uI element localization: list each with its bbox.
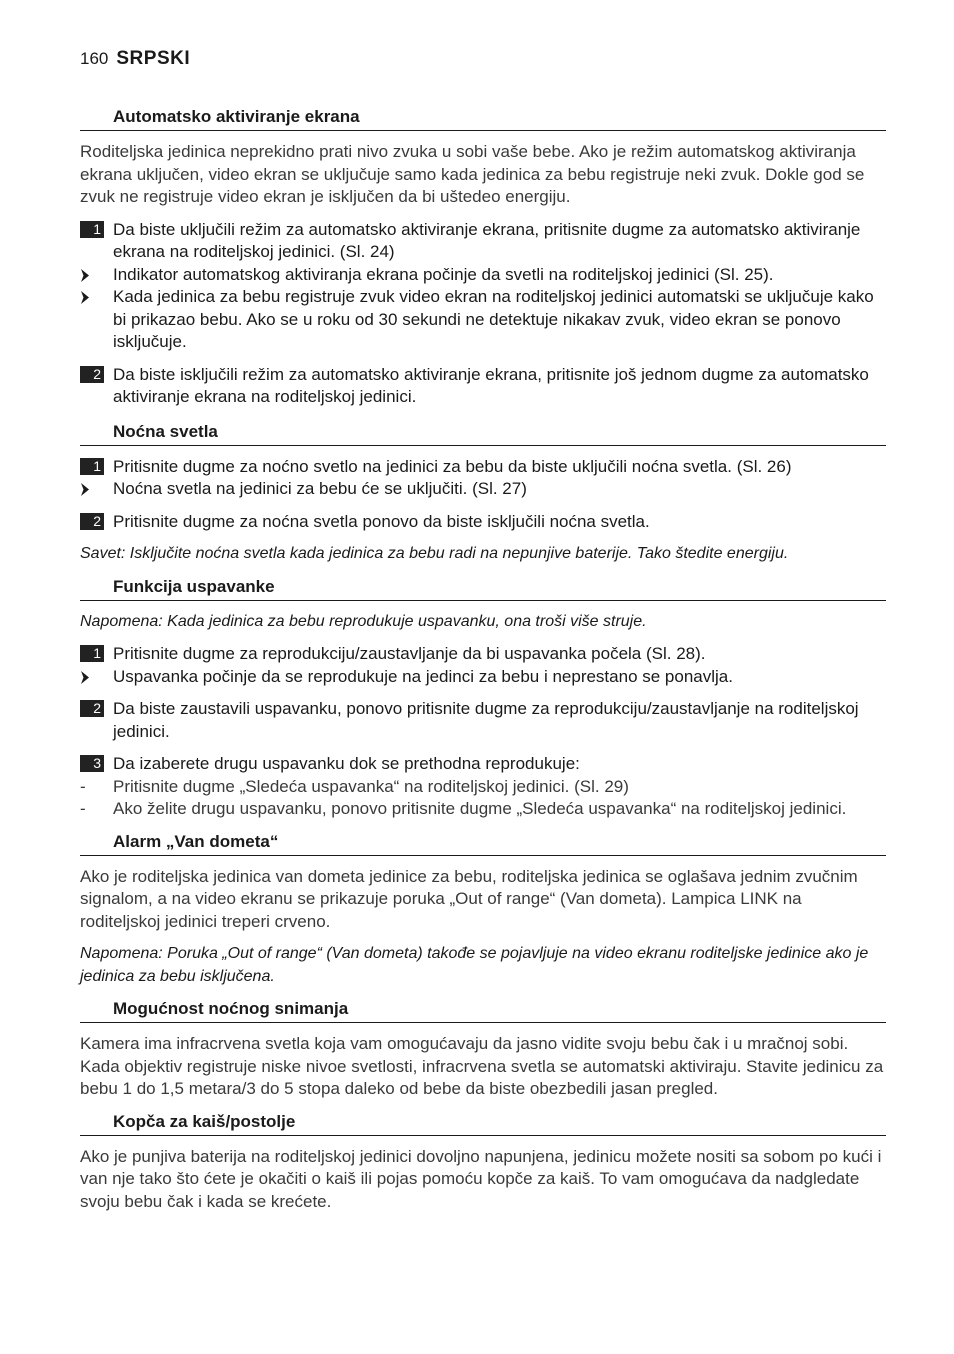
result-text: Uspavanka počinje da se reprodukuje na jedinci za bebu i neprestano se ponavlja. bbox=[113, 666, 733, 686]
step-item bbox=[80, 753, 886, 776]
section-title-auto-screen: Automatsko aktiviranje ekrana bbox=[113, 107, 360, 126]
result-text: Indikator automatskog aktiviranja ekrana počinje da svetli na roditeljskoj jedinici (Sl. 25). bbox=[113, 264, 774, 284]
result-text: Kada jedinica za bebu registruje zvuk video ekran na roditeljskoj jedinici automatski se uključuje kako bi prikazao bebu. Ako se u roku od 30 sekundi ne detektuje nikakav zvuk, video ekran se ponovo isključuje. bbox=[113, 287, 874, 351]
step-item bbox=[80, 364, 886, 409]
page-number: 160 bbox=[80, 49, 109, 68]
step-item bbox=[80, 511, 886, 534]
step-text: Da biste uključili režim za automatsko aktiviranje ekrana, pritisnite dugme za automatsko aktiviranje ekrana na roditeljskoj jedinici. (Sl. 24) bbox=[113, 219, 861, 261]
step-item bbox=[80, 456, 886, 479]
result-item bbox=[80, 478, 886, 501]
step-text: Pritisnite dugme za noćno svetlo na jedinici za bebu da biste uključili noćna svetla. (Sl. 26) bbox=[113, 456, 792, 476]
note-text: Napomena: Kada jedinica za bebu reprodukuje uspavanku, ona troši više struje. bbox=[80, 612, 647, 630]
auto-screen-intro: Roditeljska jedinica neprekidno prati nivo zvuka u sobi vaše bebe. Ako je režim automatskog aktiviranja ekrana uključen, video ekran se uključuje samo kada jedinica za bebu registruje neki zvuk. Dokle god se zvuk ne registruje video ekran je isključen da bi uštedeo energiju. bbox=[80, 142, 865, 206]
step-item bbox=[80, 643, 886, 666]
dash-bullet: - bbox=[80, 776, 86, 796]
tip-text: Savet: Isključite noćna svetla kada jedinica za bebu radi na nepunjive baterije. Tako štedite energiju. bbox=[80, 545, 789, 562]
section-title-night-light: Noćna svetla bbox=[113, 421, 218, 441]
page-content bbox=[80, 106, 886, 1213]
night-vision-intro: Kamera ima infracrvena svetla koja vam omogućavaju da jasno vidite svoju bebu čak i u mračnoj sobi. Kada objektiv registruje niske nivoe svetlosti, infracrvena svetla se automatski aktiviraju. Stavite jedinicu za bebu 1 do 1,5 metara/3 do 5 stopa daleko od bebe da biste obezbedili jasan pregled. bbox=[80, 1034, 884, 1098]
sub-text: Pritisnite dugme „Sledeća uspavanka“ na roditeljskoj jedinici. (Sl. 29) bbox=[113, 776, 629, 796]
section-title-lullaby: Funkcija uspavanke bbox=[113, 576, 275, 596]
result-item bbox=[80, 666, 886, 689]
page-header bbox=[80, 48, 190, 74]
result-text: Noćna svetla na jedinici za bebu će se uključiti. (Sl. 27) bbox=[113, 479, 527, 498]
section-title-night-vision: Mogućnost noćnog snimanja bbox=[113, 999, 349, 1018]
note-text: Napomena: Poruka „Out of range“ (Van dometa) takođe se pojavljuje na video ekranu roditeljske jedinice ako je jedinica za bebu isključena. bbox=[80, 945, 869, 985]
step-item bbox=[80, 219, 886, 264]
result-arrow-icon bbox=[80, 264, 104, 286]
sub-item bbox=[80, 798, 892, 821]
step-text: Pritisnite dugme za noćna svetla ponovo da biste isključili noćna svetla. bbox=[113, 511, 650, 531]
result-item bbox=[80, 286, 886, 354]
step-number-badge: 1 bbox=[80, 221, 104, 238]
sub-text: Ako želite drugu uspavanku, ponovo pritisnite dugme „Sledeća uspavanka“ na roditeljskoj jedinici. bbox=[113, 799, 847, 818]
sub-item bbox=[80, 776, 886, 799]
step-text: Pritisnite dugme za reprodukciju/zaustavljanje da bi uspavanka počela (Sl. 28). bbox=[113, 644, 706, 663]
step-number-badge: 2 bbox=[80, 700, 104, 717]
out-of-range-intro: Ako je roditeljska jedinica van dometa jedinice za bebu, roditeljska jedinica se oglašava jednim zvučnim signalom, a na video ekranu se prikazuje poruka „Out of range“ (Van dometa). Lampica LINK na roditeljskoj jedinici treperi crveno. bbox=[80, 866, 858, 931]
step-number-badge: 1 bbox=[80, 458, 104, 475]
section-title-out-of-range: Alarm „Van dometa“ bbox=[113, 831, 279, 851]
step-item bbox=[80, 698, 886, 743]
result-arrow-icon bbox=[80, 666, 104, 688]
result-arrow-icon bbox=[80, 478, 104, 500]
step-text: Da biste isključili režim za automatsko aktiviranje ekrana, pritisnite još jednom dugme za automatsko aktiviranje ekrana na roditeljskoj jedinici. bbox=[113, 364, 869, 406]
language-label: SRPSKI bbox=[116, 48, 191, 69]
step-number-badge: 1 bbox=[80, 645, 104, 662]
step-text: Da biste zaustavili uspavanku, ponovo pritisnite dugme za reprodukciju/zaustavljanje na roditeljskoj jedinici. bbox=[113, 699, 859, 741]
step-number-badge: 2 bbox=[80, 366, 104, 383]
result-item bbox=[80, 264, 886, 287]
step-number-badge: 2 bbox=[80, 513, 104, 530]
result-arrow-icon bbox=[80, 286, 104, 308]
belt-clip-intro: Ako je punjiva baterija na roditeljskoj jedinici dovoljno napunjena, jedinicu možete nositi sa sobom po kući i van nje tako što ćete je okačiti o kaiš ili pojas pomoću kopče za kaiš. To vam omogućava da nadgledate svoju bebu čak i kada se krećete. bbox=[80, 1146, 882, 1211]
section-title-belt-clip: Kopča za kaiš/postolje bbox=[113, 1111, 296, 1131]
step-text: Da izaberete drugu uspavanku dok se prethodna reprodukuje: bbox=[113, 754, 580, 773]
step-number-badge: 3 bbox=[80, 755, 104, 772]
dash-bullet: - bbox=[80, 799, 86, 818]
